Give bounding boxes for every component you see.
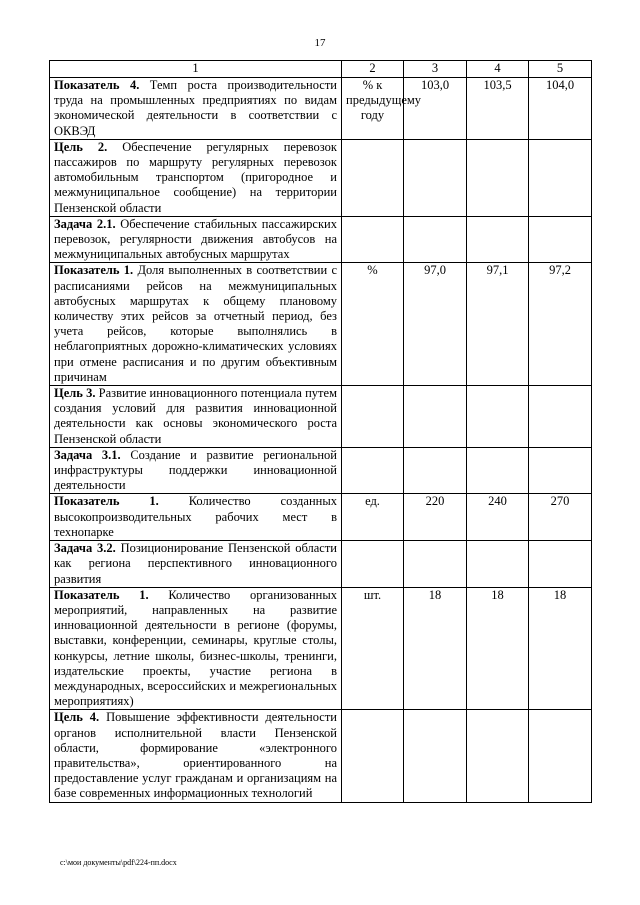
row-label: Показатель 1. bbox=[54, 587, 149, 602]
table-row bbox=[50, 139, 592, 216]
row-text: Обеспечение стабильных пассажирских перевозок, регулярности движения автобусов на межмуниципальных автобусных маршрутах bbox=[54, 216, 337, 262]
row-value-2018: 18 bbox=[404, 587, 467, 710]
row-unit bbox=[342, 216, 404, 263]
row-value-2018 bbox=[404, 386, 467, 448]
row-label: Задача 3.1. bbox=[54, 447, 121, 462]
row-unit bbox=[342, 386, 404, 448]
page-number: 17 bbox=[314, 37, 326, 49]
row-value-2019 bbox=[467, 541, 529, 588]
table-row bbox=[50, 263, 592, 386]
row-unit: шт. bbox=[342, 587, 404, 710]
row-label: Задача 2.1. bbox=[54, 216, 116, 231]
row-description bbox=[50, 139, 342, 216]
row-label: Цель 2. bbox=[54, 139, 108, 154]
table-row bbox=[50, 494, 592, 541]
row-value-2020: 18 bbox=[529, 587, 592, 710]
header-cell: 1 bbox=[50, 61, 342, 78]
row-text: Позиционирование Пензенской области как региона перспективного инновационного развития bbox=[54, 541, 337, 586]
row-label: Показатель 1. bbox=[54, 494, 159, 509]
row-value-2020 bbox=[529, 139, 592, 216]
table-row bbox=[50, 386, 592, 448]
row-value-2019 bbox=[467, 447, 529, 494]
footer-file-path: c:\мои документы\pdf\224-пп.docx bbox=[60, 858, 177, 867]
row-unit: % к предыдущему году bbox=[342, 78, 404, 140]
row-value-2018 bbox=[404, 139, 467, 216]
row-description bbox=[50, 710, 342, 802]
header-cell: 4 bbox=[467, 61, 529, 78]
row-label: Показатель 4. bbox=[54, 78, 140, 92]
row-value-2019 bbox=[467, 386, 529, 448]
row-value-2018: 220 bbox=[404, 494, 467, 541]
header-cell: 3 bbox=[404, 61, 467, 78]
row-value-2019: 97,1 bbox=[467, 263, 529, 386]
row-value-2020 bbox=[529, 710, 592, 802]
row-value-2018 bbox=[404, 710, 467, 802]
row-text: Темп роста производительности труда на промышленных предприятиях по видам экономической деятельности в соответствии с ОКВЭД bbox=[54, 78, 337, 138]
row-value-2018 bbox=[404, 541, 467, 588]
table-row bbox=[50, 216, 592, 263]
row-value-2020 bbox=[529, 447, 592, 494]
row-description bbox=[50, 587, 342, 710]
row-description bbox=[50, 494, 342, 541]
row-value-2019: 18 bbox=[467, 587, 529, 710]
row-value-2020 bbox=[529, 216, 592, 263]
row-unit bbox=[342, 139, 404, 216]
row-text: Повышение эффективности деятельности органов исполнительной власти Пензенской области, формирование «электронного правительства», ориентированного на предоставление услуг гражданам и организациям на базе современных информационных технологий bbox=[54, 710, 337, 801]
row-label: Цель 3. bbox=[54, 386, 96, 401]
row-text: Количество организованных мероприятий, направленных на развитие инновационной деятельности в регионе (форумы, выставки, конференции, семинары, круглые столы, конкурсы, летние школы, бизнес-школы, тренинги, издательские проекты, участие региона в международных, всероссийских и межрегиональных мероприятиях) bbox=[54, 587, 337, 709]
row-description bbox=[50, 78, 342, 140]
table-row bbox=[50, 447, 592, 494]
header-cell: 5 bbox=[529, 61, 592, 78]
header-cell: 2 bbox=[342, 61, 404, 78]
row-value-2019 bbox=[467, 216, 529, 263]
row-value-2020: 104,0 bbox=[529, 78, 592, 140]
indicators-table bbox=[49, 60, 592, 803]
table-row bbox=[50, 78, 592, 140]
row-unit: ед. bbox=[342, 494, 404, 541]
row-description bbox=[50, 541, 342, 588]
row-value-2020: 270 bbox=[529, 494, 592, 541]
row-label: Задача 3.2. bbox=[54, 541, 116, 556]
row-label: Показатель 1. bbox=[54, 263, 134, 278]
row-value-2018: 103,0 bbox=[404, 78, 467, 140]
row-text: Количество созданных высокопроизводительных рабочих мест в технопарке bbox=[54, 494, 337, 539]
row-value-2019 bbox=[467, 710, 529, 802]
row-unit bbox=[342, 541, 404, 588]
row-value-2020: 97,2 bbox=[529, 263, 592, 386]
row-unit bbox=[342, 447, 404, 494]
row-value-2019: 103,5 bbox=[467, 78, 529, 140]
row-value-2018: 97,0 bbox=[404, 263, 467, 386]
row-description bbox=[50, 386, 342, 448]
row-label: Цель 4. bbox=[54, 710, 100, 725]
row-text: Обеспечение регулярных перевозок пассажиров по маршруту регулярных перевозок автомобильным транспортом (пригородное и межмуниципальное сообщение) на территории Пензенской области bbox=[54, 139, 337, 215]
row-value-2020 bbox=[529, 386, 592, 448]
row-text: Развитие инновационного потенциала путем создания условий для развития инновационной деятельности как основы экономического роста Пензенской области bbox=[54, 386, 337, 446]
row-unit: % bbox=[342, 263, 404, 386]
row-value-2018 bbox=[404, 447, 467, 494]
table-row bbox=[50, 710, 592, 802]
row-description bbox=[50, 216, 342, 263]
row-value-2019: 240 bbox=[467, 494, 529, 541]
row-value-2020 bbox=[529, 541, 592, 588]
table-row bbox=[50, 587, 592, 710]
row-text: Доля выполненных в соответствии с расписаниями рейсов на межмуниципальных автобусных маршрутах к общему плановому количеству этих рейсов за отчетный период, без учета рейсов, которые выполнялись в неблагоприятных дорожно-климатических условиях при отмене расписания и по другим объективным причинам bbox=[54, 263, 337, 384]
row-value-2018 bbox=[404, 216, 467, 263]
row-text: Создание и развитие региональной инфраструктуры поддержки инновационной деятельности bbox=[54, 447, 337, 493]
table-header-row bbox=[50, 61, 592, 78]
table-row bbox=[50, 541, 592, 588]
row-unit bbox=[342, 710, 404, 802]
row-description bbox=[50, 447, 342, 494]
row-description bbox=[50, 263, 342, 386]
row-value-2019 bbox=[467, 139, 529, 216]
